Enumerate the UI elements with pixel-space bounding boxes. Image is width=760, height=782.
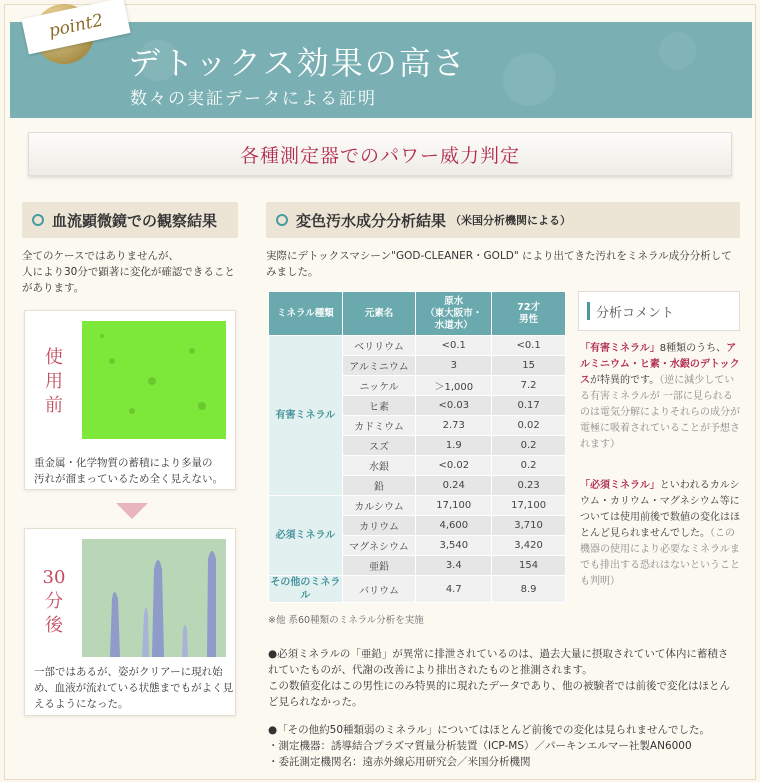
element-name: カルシウム (342, 496, 416, 516)
comment-2 (580, 478, 742, 590)
element-name: バリウム (342, 576, 416, 603)
after-caption-line: め、血液が流れている状態までもがよく見 (34, 682, 234, 694)
before-photo-texture (82, 321, 226, 439)
mineral-category: 必須ミネラル (269, 496, 343, 576)
table-row (269, 496, 566, 516)
element-value: 8.9 (492, 576, 566, 603)
after-caption-line: 一部ではあるが、姿がクリアーに現れ始 (34, 666, 223, 678)
element-name: ヒ素 (342, 396, 416, 416)
element-value: 0.02 (492, 416, 566, 436)
col-header: 元素名 (342, 292, 416, 336)
element-value: <0.02 (416, 456, 492, 476)
element-value: 0.24 (416, 476, 492, 496)
right-heading (266, 202, 740, 238)
element-value: 7.2 (492, 376, 566, 396)
comment-highlight: アルミニウム・ヒ素・水銀のデトックス (580, 343, 740, 386)
note-line: ど見られなかった。 (268, 696, 363, 708)
table-row (269, 336, 566, 356)
right-intro (266, 248, 746, 280)
comment-text: といわれるカルシウム・カリウム・マグネシウム等については使用前後で数値の変化はほとんど見られませんでした。 (580, 480, 740, 539)
comment-note: （この機器の使用により必要なミネラルまでも排出する恐れはないということも判明） (580, 528, 740, 587)
mineral-category: その他のミネラル (270, 577, 341, 601)
element-value: 4.7 (416, 576, 492, 603)
note-line: ●必須ミネラルの「亜鉛」が異常に排泄されているのは、過去大量に摂取されていて体内に蓄積さ (268, 648, 729, 660)
right-heading-text: 変色汚水成分分析結果 (296, 211, 447, 230)
element-value: <0.03 (416, 396, 492, 416)
element-name: カドミウム (342, 416, 416, 436)
mineral-table (268, 291, 566, 603)
col-header: ミネラル種類 (269, 292, 343, 336)
element-value: 154 (492, 556, 566, 576)
element-name: ベリリウム (342, 336, 416, 356)
element-value: 0.17 (492, 396, 566, 416)
element-name: マグネシウム (342, 536, 416, 556)
hero-header (10, 22, 752, 118)
right-intro-line: 実際にデトックスマシーン"GOD-CLEANER・GOLD" により出てきた汚れをミネラル成分分析して (266, 250, 732, 262)
comment-bar (587, 302, 590, 320)
element-value: 17,100 (416, 496, 492, 516)
left-intro-line: 人により30分で顕著に変化が確認できること (22, 266, 235, 278)
element-value: 3,540 (416, 536, 492, 556)
left-intro-line: 全てのケースではありませんが、 (22, 250, 179, 262)
element-value: 2.73 (416, 416, 492, 436)
element-value: 4,600 (416, 516, 492, 536)
col-header: 72才 男性 (492, 292, 566, 336)
table-row (269, 576, 566, 603)
after-photo (82, 539, 226, 657)
element-value: 3.4 (416, 556, 492, 576)
circle-icon (32, 214, 44, 226)
before-caption-line: 重金属・化学物質の蓄積により多量の (34, 457, 213, 469)
table-body (269, 336, 566, 603)
after-photo-texture (82, 539, 226, 657)
element-name: カリウム (342, 516, 416, 536)
page-title: デトックス効果の高さ (128, 44, 467, 82)
element-name: 亜鉛 (342, 556, 416, 576)
left-intro (22, 248, 244, 296)
element-value: 0.2 (492, 456, 566, 476)
footer-line: ●「その他約50種類弱のミネラル」についてはほとんど前後での変化は見られませんでした。 (268, 724, 710, 736)
right-intro-line: みました。 (266, 266, 319, 278)
table-note: ※他 系60種類のミネラル分析を実施 (268, 615, 424, 626)
section-banner: 各種測定器でのパワー威力判定 (28, 132, 732, 176)
element-name: 水銀 (342, 456, 416, 476)
element-name: 鉛 (342, 476, 416, 496)
point-badge: point2 (21, 0, 130, 54)
element-value: 15 (492, 356, 566, 376)
element-name: ニッケル (342, 376, 416, 396)
before-caption-line: 汚れが溜まっているため全く見えない。 (34, 473, 223, 485)
right-heading-note: （米国分析機関による） (450, 214, 572, 227)
mineral-category: 有害ミネラル (269, 336, 343, 496)
comment-1 (580, 341, 742, 453)
comment-title-box (578, 291, 740, 331)
after-label: 30分後 (42, 567, 66, 636)
element-value: <0.1 (416, 336, 492, 356)
element-value: 1.9 (416, 436, 492, 456)
before-label: 使用前 (45, 347, 63, 416)
down-arrow-icon (116, 503, 148, 519)
before-caption (34, 455, 234, 487)
comment-text: が特異的です。 (590, 375, 660, 386)
note-line: れていたものが、代謝の改善により排出されたものと推測されます。 (268, 664, 593, 676)
comment-highlight: 「必須ミネラル」 (580, 480, 660, 491)
comment-title: 分析コメント (596, 305, 675, 321)
comment-highlight: 「有害ミネラル」 (580, 343, 660, 354)
before-photo (82, 321, 226, 439)
comment-note: （逆に減少している有害ミネラルが 一部に見られるのは電気分解によりそれらの成分が電極に吸着されていることが予想されます） (580, 375, 740, 450)
element-value: <0.1 (492, 336, 566, 356)
after-caption-line: えるようになった。 (34, 698, 129, 710)
element-value: 3,710 (492, 516, 566, 536)
element-value: 0.23 (492, 476, 566, 496)
element-value: ＞1,000 (416, 376, 492, 396)
element-value: 17,100 (492, 496, 566, 516)
analysis-notes (268, 646, 746, 710)
left-heading-text: 血流顕微鏡での観察結果 (52, 211, 218, 230)
comment-text: 8種類のうち、 (659, 343, 727, 354)
after-caption (34, 664, 234, 712)
element-value: 3,420 (492, 536, 566, 556)
left-heading (22, 202, 238, 238)
element-name: スズ (342, 436, 416, 456)
footer-notes (268, 722, 746, 770)
footer-line: ・委託測定機関名：遠赤外線応用研究会／米国分析機関 (268, 756, 531, 768)
circle-icon (276, 214, 288, 226)
note-line: この数値変化はこの男性にのみ特異的に現れたデータであり、他の被験者では前後で変化はほとん (268, 680, 730, 692)
left-intro-line: があります。 (22, 282, 85, 294)
element-value: 0.2 (492, 436, 566, 456)
footer-line: ・測定機器：誘導結合プラズマ質量分析装置（ICP-MS）／パーキンエルマー社製AN6000 (268, 740, 692, 752)
element-name: アルミニウム (342, 356, 416, 376)
col-header: 原水 （東大阪市・ 水道水） (416, 292, 492, 336)
page-subtitle: 数々の実証データによる証明 (130, 89, 377, 109)
element-value: 3 (416, 356, 492, 376)
